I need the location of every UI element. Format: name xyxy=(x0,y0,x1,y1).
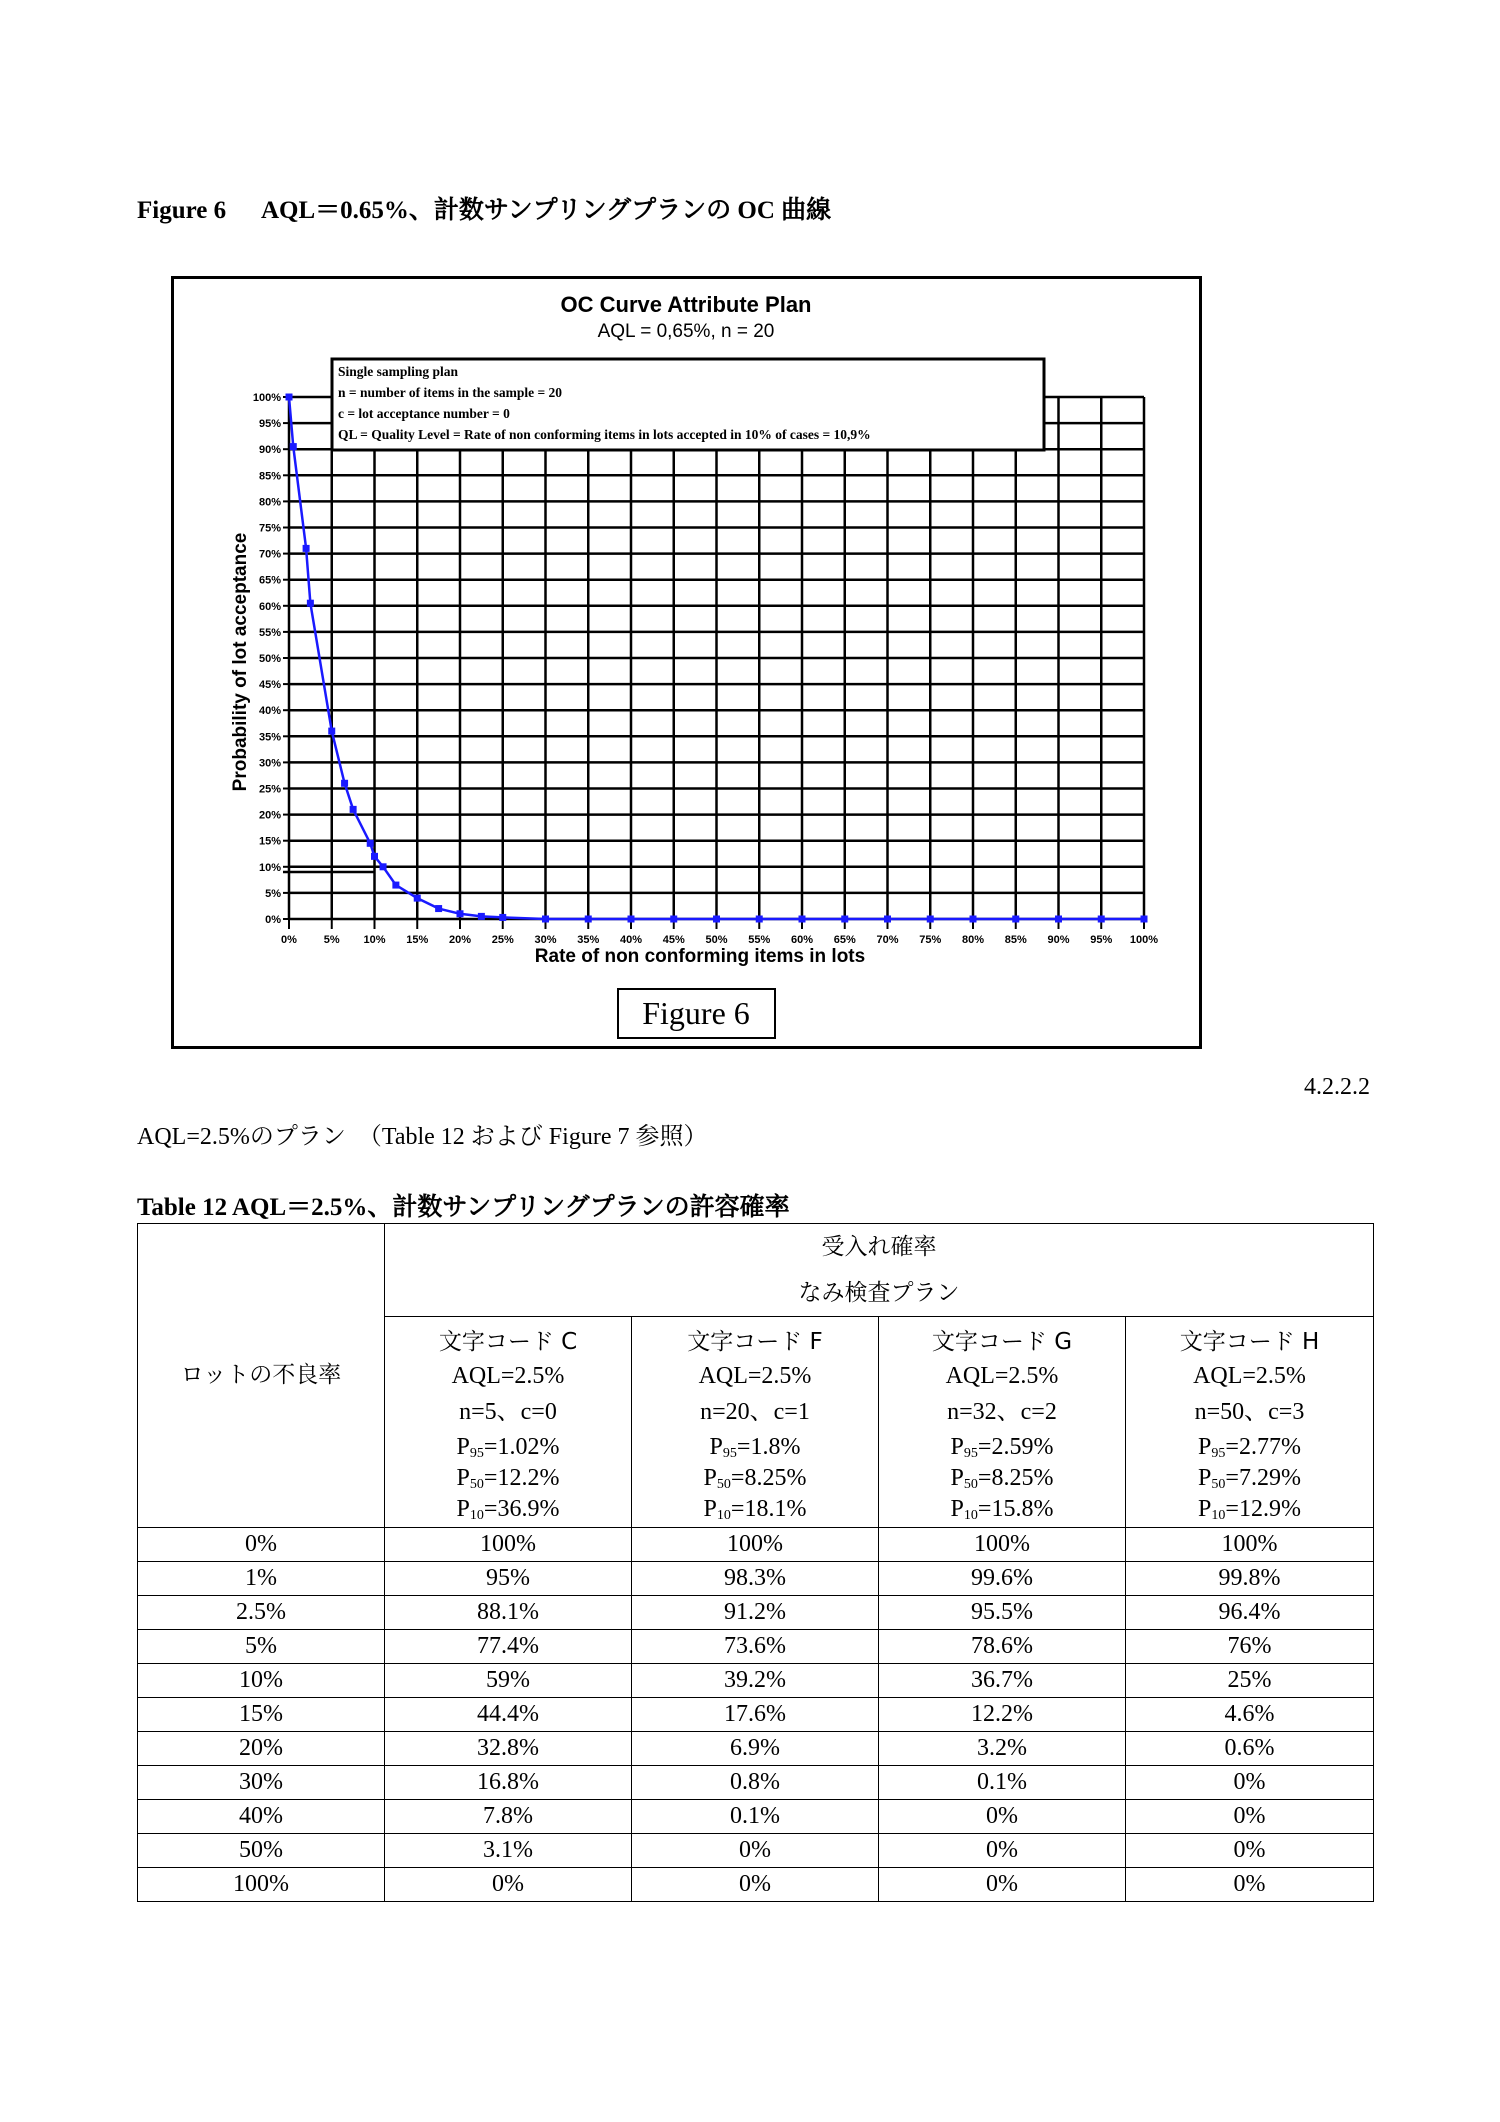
acceptance-probability-cell: 3.1% xyxy=(385,1834,632,1868)
p10-letter: P xyxy=(950,1496,964,1522)
p95-letter: P xyxy=(950,1434,964,1460)
oc-curve-point xyxy=(303,545,310,552)
table-row xyxy=(138,1834,1374,1868)
info-line-2: n = number of items in the sample = 20 xyxy=(338,385,563,400)
chart-subtitle: AQL = 0,65%, n = 20 xyxy=(597,321,775,342)
aql-value: AQL=2.5% xyxy=(945,1363,1059,1389)
p50-value xyxy=(1126,1463,1373,1494)
chart-grid xyxy=(283,397,1144,919)
p10-number: =12.9% xyxy=(1225,1496,1301,1522)
aql-value: AQL=2.5% xyxy=(1193,1363,1306,1389)
x-tick-label: 95% xyxy=(1090,934,1113,946)
p50-sub: 50 xyxy=(469,1477,484,1492)
x-tick-label: 90% xyxy=(1047,934,1070,946)
y-tick-label: 70% xyxy=(258,548,281,561)
x-tick-label: 15% xyxy=(406,934,429,946)
x-tick-label: 55% xyxy=(748,934,771,946)
p50-sub: 50 xyxy=(716,1477,731,1492)
table-body xyxy=(138,1528,1374,1902)
p50-value xyxy=(385,1463,631,1494)
oc-curve-point xyxy=(350,806,357,813)
acceptance-probability-cell: 76% xyxy=(1126,1630,1374,1664)
table-row xyxy=(138,1664,1374,1698)
acceptance-probability-cell: 99.6% xyxy=(879,1562,1126,1596)
oc-curve-svg xyxy=(174,279,1199,1046)
oc-curve-point xyxy=(756,916,763,923)
oc-curve-point xyxy=(380,863,387,870)
oc-curve-point xyxy=(1141,916,1148,923)
oc-curve-point xyxy=(713,916,720,923)
p95-sub: 95 xyxy=(722,1446,737,1461)
figure-number: Figure 6 xyxy=(137,197,227,224)
acceptance-probability-cell: 100% xyxy=(1126,1528,1374,1562)
sample-size-acceptance: n=50、c=3 xyxy=(1194,1399,1305,1425)
y-tick-label: 45% xyxy=(258,679,281,692)
plan-reference-line: AQL=2.5%のプラン （Table 12 および Figure 7 参照） xyxy=(137,1124,708,1150)
acceptance-probability-cell: 12.2% xyxy=(879,1698,1126,1732)
acceptance-probability-cell: 0% xyxy=(385,1868,632,1902)
acceptance-probability-cell: 99.8% xyxy=(1126,1562,1374,1596)
y-tick-label: 5% xyxy=(265,887,281,900)
p10-number: =18.1% xyxy=(730,1496,807,1522)
p50-letter: P xyxy=(703,1465,717,1491)
table-row xyxy=(138,1732,1374,1766)
acceptance-probability-cell: 0.1% xyxy=(632,1800,879,1834)
p10-number: =36.9% xyxy=(483,1496,560,1522)
letter-code: 文字コード G xyxy=(931,1329,1073,1355)
y-tick-label: 50% xyxy=(258,653,281,665)
y-tick-label: 35% xyxy=(258,731,281,744)
x-tick-label: 0% xyxy=(281,934,297,946)
info-line-1: Single sampling plan xyxy=(338,364,459,379)
figure-label-box xyxy=(618,989,775,1038)
p50-sub: 50 xyxy=(963,1477,978,1492)
oc-curve-point xyxy=(970,916,977,923)
y-tick-label: 100% xyxy=(252,392,281,404)
p10-value xyxy=(879,1494,1125,1525)
oc-curve-point xyxy=(542,916,549,923)
acceptance-probability-cell: 17.6% xyxy=(632,1698,879,1732)
p10-value xyxy=(385,1494,631,1525)
letter-code: 文字コード F xyxy=(687,1329,823,1355)
code-column-header xyxy=(385,1317,632,1528)
oc-curve-point xyxy=(1012,916,1019,923)
p50-number: =8.25% xyxy=(977,1465,1054,1491)
p95-letter: P xyxy=(456,1434,470,1460)
p95-value xyxy=(1126,1432,1373,1463)
oc-curve-point xyxy=(841,916,848,923)
p50-number: =7.29% xyxy=(1225,1465,1301,1491)
sample-size-acceptance: n=32、c=2 xyxy=(947,1399,1057,1425)
acceptance-probability-cell: 0.1% xyxy=(879,1766,1126,1800)
p95-sub: 95 xyxy=(1211,1446,1226,1461)
code-column-header xyxy=(879,1317,1126,1528)
acceptance-probability-cell: 59% xyxy=(385,1664,632,1698)
p10-sub: 10 xyxy=(1211,1508,1226,1523)
table-row xyxy=(138,1528,1374,1562)
lot-defect-rate-header: ロットの不良率 xyxy=(138,1224,385,1528)
acceptance-probability-cell: 100% xyxy=(385,1528,632,1562)
acceptance-probability-cell: 0% xyxy=(1126,1766,1374,1800)
aql-value: AQL=2.5% xyxy=(451,1363,565,1389)
x-axis-label: Rate of non conforming items in lots xyxy=(534,946,866,967)
p95-value xyxy=(879,1432,1125,1463)
info-line-4: QL = Quality Level = Rate of non conforming items in lots accepted in 10% of cases = 10,9% xyxy=(338,427,871,442)
y-tick-label: 95% xyxy=(258,418,281,431)
oc-curve-point xyxy=(927,916,934,923)
x-tick-label: 80% xyxy=(961,934,985,946)
acceptance-probability-cell: 96.4% xyxy=(1126,1596,1374,1630)
acceptance-header-line-1: 受入れ確率 xyxy=(821,1234,937,1260)
sample-size-acceptance: n=5、c=0 xyxy=(459,1399,557,1425)
p50-letter: P xyxy=(950,1465,964,1491)
p95-value xyxy=(385,1432,631,1463)
acceptance-probability-cell: 16.8% xyxy=(385,1766,632,1800)
oc-curve-point xyxy=(670,916,677,923)
lot-defect-rate-cell: 5% xyxy=(138,1630,385,1664)
acceptance-probability-cell: 7.8% xyxy=(385,1800,632,1834)
acceptance-probability-cell: 95.5% xyxy=(879,1596,1126,1630)
oc-curve-point xyxy=(799,916,806,923)
section-number: 4.2.2.2 xyxy=(1304,1074,1370,1100)
aql-value: AQL=2.5% xyxy=(698,1363,812,1389)
letter-code: 文字コード H xyxy=(1179,1329,1320,1355)
info-line-3: c = lot acceptance number = 0 xyxy=(338,406,510,421)
y-tick-label: 80% xyxy=(258,496,281,509)
oc-curve-point xyxy=(585,916,592,923)
p10-letter: P xyxy=(1198,1496,1212,1522)
p50-sub: 50 xyxy=(1211,1477,1226,1492)
acceptance-probability-cell: 36.7% xyxy=(879,1664,1126,1698)
chart-title: OC Curve Attribute Plan xyxy=(560,292,812,317)
acceptance-probability-cell: 0.6% xyxy=(1126,1732,1374,1766)
oc-curve-point xyxy=(457,910,464,917)
info-box xyxy=(332,359,1044,450)
code-column-header xyxy=(1126,1317,1374,1528)
x-tick-label: 60% xyxy=(790,934,814,946)
code-column-header xyxy=(632,1317,879,1528)
oc-curve-point xyxy=(414,895,421,902)
oc-curve-point xyxy=(628,916,635,923)
p50-value xyxy=(632,1463,878,1494)
oc-curve-point xyxy=(341,780,348,787)
acceptance-probability-cell: 73.6% xyxy=(632,1630,879,1664)
y-axis-label: Probability of lot acceptance xyxy=(230,532,251,792)
figure-title: AQL＝0.65%、計数サンプリングプランの OC 曲線 xyxy=(261,197,832,224)
oc-curve-point xyxy=(290,443,297,450)
table-row xyxy=(138,1766,1374,1800)
sample-size-acceptance: n=20、c=1 xyxy=(700,1399,810,1425)
y-tick-label: 15% xyxy=(258,835,281,848)
x-tick-label: 20% xyxy=(448,934,472,946)
table-row xyxy=(138,1562,1374,1596)
x-tick-label: 50% xyxy=(705,934,728,946)
p95-value xyxy=(632,1432,878,1463)
p10-letter: P xyxy=(703,1496,717,1522)
acceptance-probability-cell: 4.6% xyxy=(1126,1698,1374,1732)
acceptance-probability-cell: 44.4% xyxy=(385,1698,632,1732)
p95-sub: 95 xyxy=(963,1446,978,1461)
acceptance-probability-cell: 25% xyxy=(1126,1664,1374,1698)
oc-curve-point xyxy=(478,913,485,920)
acceptance-probability-header xyxy=(385,1224,1374,1317)
y-tick-label: 55% xyxy=(258,626,281,639)
table-row xyxy=(138,1630,1374,1664)
y-tick-label: 60% xyxy=(258,600,281,613)
acceptance-probability-cell: 0% xyxy=(879,1800,1126,1834)
lot-defect-rate-cell: 2.5% xyxy=(138,1596,385,1630)
oc-curve-point xyxy=(367,840,374,847)
oc-curve-point xyxy=(392,882,399,889)
p10-sub: 10 xyxy=(469,1508,484,1523)
lot-defect-rate-cell: 30% xyxy=(138,1766,385,1800)
acceptance-probability-cell: 0% xyxy=(879,1834,1126,1868)
oc-curve-point xyxy=(884,916,891,923)
p50-letter: P xyxy=(456,1465,470,1491)
p95-number: =2.59% xyxy=(977,1434,1054,1460)
table-row xyxy=(138,1596,1374,1630)
y-tick-label: 30% xyxy=(258,757,281,770)
y-tick-label: 25% xyxy=(258,783,281,796)
p95-letter: P xyxy=(1198,1434,1212,1460)
acceptance-probability-cell: 3.2% xyxy=(879,1732,1126,1766)
table-row xyxy=(138,1868,1374,1902)
acceptance-probability-table xyxy=(137,1223,1374,1902)
acceptance-probability-cell: 0% xyxy=(879,1868,1126,1902)
p10-value xyxy=(1126,1494,1373,1525)
p10-value xyxy=(632,1494,878,1525)
y-tick-label: 0% xyxy=(265,914,281,926)
oc-curve-point xyxy=(307,600,314,607)
acceptance-probability-cell: 0% xyxy=(632,1834,879,1868)
lot-defect-rate-cell: 40% xyxy=(138,1800,385,1834)
y-tick-label: 75% xyxy=(258,522,281,535)
p10-sub: 10 xyxy=(963,1508,978,1523)
x-tick-label: 100% xyxy=(1129,934,1159,946)
lot-defect-rate-cell: 20% xyxy=(138,1732,385,1766)
table-row xyxy=(138,1698,1374,1732)
lot-defect-rate-cell: 50% xyxy=(138,1834,385,1868)
p95-sub: 95 xyxy=(469,1446,484,1461)
y-tick-label: 40% xyxy=(258,705,281,718)
lot-defect-rate-cell: 100% xyxy=(138,1868,385,1902)
figure-caption xyxy=(137,190,831,226)
x-tick-label: 70% xyxy=(876,934,899,946)
acceptance-probability-cell: 100% xyxy=(632,1528,879,1562)
acceptance-probability-cell: 78.6% xyxy=(879,1630,1126,1664)
oc-curve-point xyxy=(499,914,506,921)
y-tick-label: 85% xyxy=(258,470,281,483)
acceptance-probability-cell: 95% xyxy=(385,1562,632,1596)
x-tick-label: 45% xyxy=(662,934,685,946)
p50-value xyxy=(879,1463,1125,1494)
x-tick-label: 40% xyxy=(619,934,643,946)
acceptance-probability-cell: 0% xyxy=(1126,1868,1374,1902)
y-tick-label: 20% xyxy=(258,809,281,822)
acceptance-probability-cell: 77.4% xyxy=(385,1630,632,1664)
lot-defect-rate-cell: 1% xyxy=(138,1562,385,1596)
acceptance-probability-cell: 0% xyxy=(632,1868,879,1902)
x-tick-label: 10% xyxy=(363,934,386,946)
letter-code: 文字コード C xyxy=(438,1329,578,1355)
x-tick-label: 5% xyxy=(323,934,340,946)
y-tick-label: 65% xyxy=(258,574,281,587)
x-tick-label: 75% xyxy=(919,934,942,946)
acceptance-probability-cell: 91.2% xyxy=(632,1596,879,1630)
p50-letter: P xyxy=(1198,1465,1212,1491)
acceptance-probability-cell: 0% xyxy=(1126,1800,1374,1834)
y-tick-label: 90% xyxy=(258,444,281,457)
y-tick-label: 10% xyxy=(258,861,281,874)
acceptance-probability-cell: 39.2% xyxy=(632,1664,879,1698)
acceptance-probability-cell: 88.1% xyxy=(385,1596,632,1630)
oc-curve-point xyxy=(371,853,378,860)
table-caption: Table 12 AQL＝2.5%、計数サンプリングプランの許容確率 xyxy=(137,1194,790,1221)
oc-curve-point xyxy=(286,394,293,401)
p50-number: =8.25% xyxy=(730,1465,807,1491)
x-tick-label: 35% xyxy=(577,934,600,946)
p95-number: =1.02% xyxy=(483,1434,560,1460)
p95-letter: P xyxy=(709,1434,723,1460)
x-tick-label: 65% xyxy=(833,934,856,946)
oc-curve-point xyxy=(435,905,442,912)
acceptance-probability-cell: 0% xyxy=(1126,1834,1374,1868)
p95-number: =1.8% xyxy=(736,1434,801,1460)
x-tick-label: 85% xyxy=(1004,934,1027,946)
acceptance-header-line-2: なみ検査プラン xyxy=(798,1280,960,1306)
oc-curve-point xyxy=(1098,916,1105,923)
p10-letter: P xyxy=(456,1496,470,1522)
p10-number: =15.8% xyxy=(977,1496,1054,1522)
acceptance-probability-cell: 0.8% xyxy=(632,1766,879,1800)
table-row xyxy=(138,1800,1374,1834)
oc-curve-point xyxy=(1055,916,1062,923)
figure-label: Figure 6 xyxy=(642,995,750,1031)
acceptance-probability-cell: 32.8% xyxy=(385,1732,632,1766)
lot-defect-rate-cell: 10% xyxy=(138,1664,385,1698)
lot-defect-rate-cell: 15% xyxy=(138,1698,385,1732)
p10-sub: 10 xyxy=(716,1508,731,1523)
acceptance-probability-cell: 100% xyxy=(879,1528,1126,1562)
x-tick-label: 25% xyxy=(491,934,514,946)
x-tick-label: 30% xyxy=(534,934,557,946)
oc-curve-point xyxy=(328,728,335,735)
acceptance-probability-cell: 6.9% xyxy=(632,1732,879,1766)
p95-number: =2.77% xyxy=(1225,1434,1301,1460)
lot-defect-rate-cell: 0% xyxy=(138,1528,385,1562)
acceptance-probability-cell: 98.3% xyxy=(632,1562,879,1596)
p50-number: =12.2% xyxy=(483,1465,560,1491)
oc-curve-chart xyxy=(171,276,1202,1049)
